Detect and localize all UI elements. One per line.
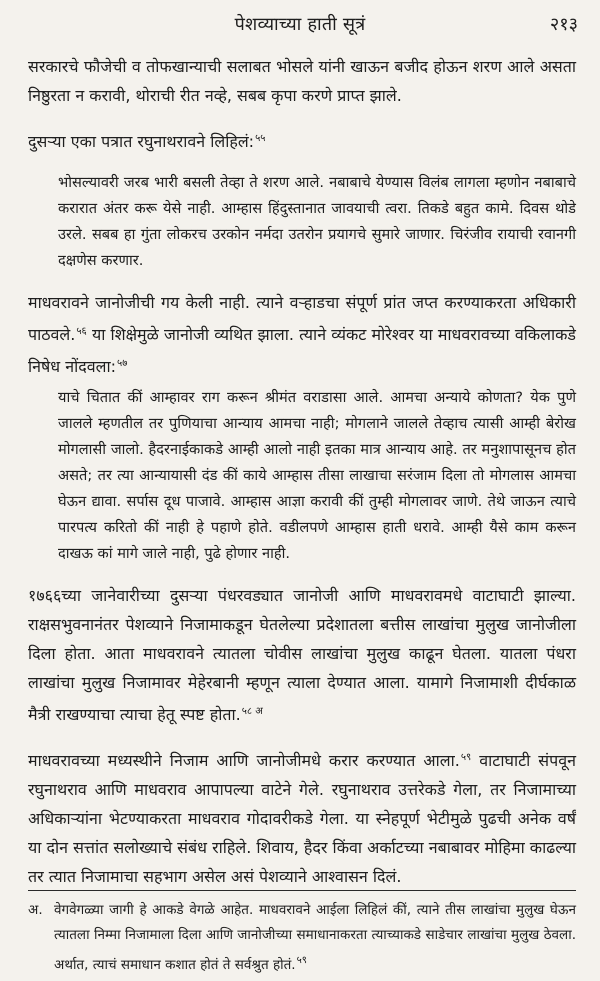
note-reference: ५९ [460,752,472,763]
footnote [28,898,576,978]
note-reference: ५५ [255,133,266,144]
paragraph-text: माधवरावच्या मध्यस्थीने निजाम आणि जानोजीमधे करार करण्यात आला. [28,751,460,770]
footnote-text-wrapper [54,898,576,978]
paragraph-text: १७६६च्या जानेवारीच्या दुसऱ्या पंधरवड्यात जानोजी आणि माधवरावमधे वाटाघाटी झाल्या. राक्षसभुवनानंतर पेशव्याने निजामाकडून घेतलेल्या प्रदेशातला बत्तीस लाखांचा मुलुख जानोजीला दिला होता. आता माधवरावने त्यातला चोवीस लाखांचा मुलुख काढून घेतला. यातला पंधरा लाखांचा मुलुख निजामावर मेहेरबानी म्हणून त्याला देण्यात आला. यामागे निजामाशी दीर्घकाळ मैत्री राखण्याचा त्याचा हेतू स्पष्ट होता. [28,586,576,724]
running-header [0,8,600,44]
body-paragraph-5 [28,743,576,891]
note-reference: ५६ [76,326,87,337]
paragraph-text: या शिक्षेमुळे जानोजी व्यथित झाला. त्याने व्यंकट मोरेश्वर या माधवरावच्या वकिलाकडे निषेध नोंदवला: [28,325,576,376]
block-quote-2 [28,385,576,567]
block-quote-1 [28,170,576,274]
footnote-divider [28,890,576,891]
quote-text: याचे चितात कीं आम्हावर राग करून श्रीमंत वराडासा आले. आमचा अन्याये कोणता? येक पुणे जालले म्हणतील तर पुणियाचा आन्याय आमचा नाही; मोगलाने जालले तेव्हाच त्यासी आम्ही बेरोख मोगलासी जालो. हैदरनाईकाकडे आम्ही आलो नाही इतका मात्र आन्याय आहे. तर मनुशापासूनच होत असते; तर त्या आन्यायासी दंड कीं काये आम्हास तीसा लाखाचा सरंजाम दिला तो मोगलास आमचा घेऊन द्यावा. सर्पास दूध पाजावे. आम्हास आज्ञा करावी कीं तुम्ही मोगलावर जाणे. तेथे जाऊन त्याचे पारपत्य करितो कीं नाही हे पहाणे होते. वडीलपणे आम्हास हाती धरावे. आम्ही यैसे काम करून दाखऊ कां मागे जाले नाही, पुढे होणार नाही. [58,389,576,562]
quote-text: भोसल्यावरी जरब भारी बसली तेव्हा ते शरण आले. नबाबाचे येण्यास विलंब लागला म्हणोन नबाबाचे करारात अंतर करू येसे नाही. आम्हास हिंदुस्तानात जावयाची त्वरा. तिकडे बहुत कामे. दिवस थोडे उरले. सबब हा गुंता लोकरच उरकोन नर्मदा उतरोन प्रयागचे सुमारे जाणार. चिरंजीव रायाची रवानगी दक्षणेस करणार. [58,174,576,269]
note-reference: ५८ अ [241,706,263,717]
paragraph-text: वाटाघाटी संपवून रघुनाथराव आणि माधवराव आपापल्या वाटेने गेले. रघुनाथराव उत्तरेकडे गेला, तर निजामाच्या अधिकाऱ्यांना भेटण्याकरता माधवराव गोदावरीकडे गेला. या स्नेहपूर्ण भेटीमुळे पुढची अनेक वर्षं या दोन सत्तांत सलोख्याचे संबंध राहिले. शिवाय, हैदर किंवा अर्काटच्या नबाबावर मोहिमा काढल्या तर त्यात निजामाचा सहभाग असेल असं पेशव्याने आश्वासन दिलं. [28,751,576,886]
body-paragraph-3 [28,288,576,381]
page-number: २१३ [549,14,578,35]
running-title: पेशव्याच्या हाती सूत्रं [234,14,366,35]
body-paragraph-1 [28,52,576,110]
paragraph-text: माधवरावने जानोजीची गय केली नाही. त्याने वऱ्हाडचा संपूर्ण प्रांत जप्त करण्याकरता अधिकारी पाठवले. [28,293,576,344]
footnote-text: वेगवेगळ्या जागी हे आकडे वेगळे आहेत. माधवरावने आईला लिहिलं कीं, त्याने तीस लाखांचा मुलुख घेऊन त्यातला निम्मा निजामाला दिला आणि जानोजीच्या समाधानाकरता त्याच्याकडे साडेचार लाखांचा मुलुख ठेवला. अर्थात, त्याचं समाधान कशात होतं ते सर्वश्रुत होतं. [54,902,576,973]
note-reference: ५७ [117,358,128,369]
paragraph-text: दुसऱ्या एका पत्रात रघुनाथरावने लिहिलं: [28,132,255,151]
footnote-marker: अ. [28,902,43,918]
note-reference: ५९ [296,955,307,966]
body-paragraph-4 [28,581,576,729]
page-body [28,52,576,891]
body-paragraph-2 [28,124,576,156]
paragraph-text: सरकारचे फौजेची व तोफखान्याची सलाबत भोसले यांनी खाऊन बजीद होऊन शरण आले असता निष्ठुरता न करावी, थोराची रीत नव्हे, सबब कृपा करणे प्राप्त झाले. [28,57,576,105]
